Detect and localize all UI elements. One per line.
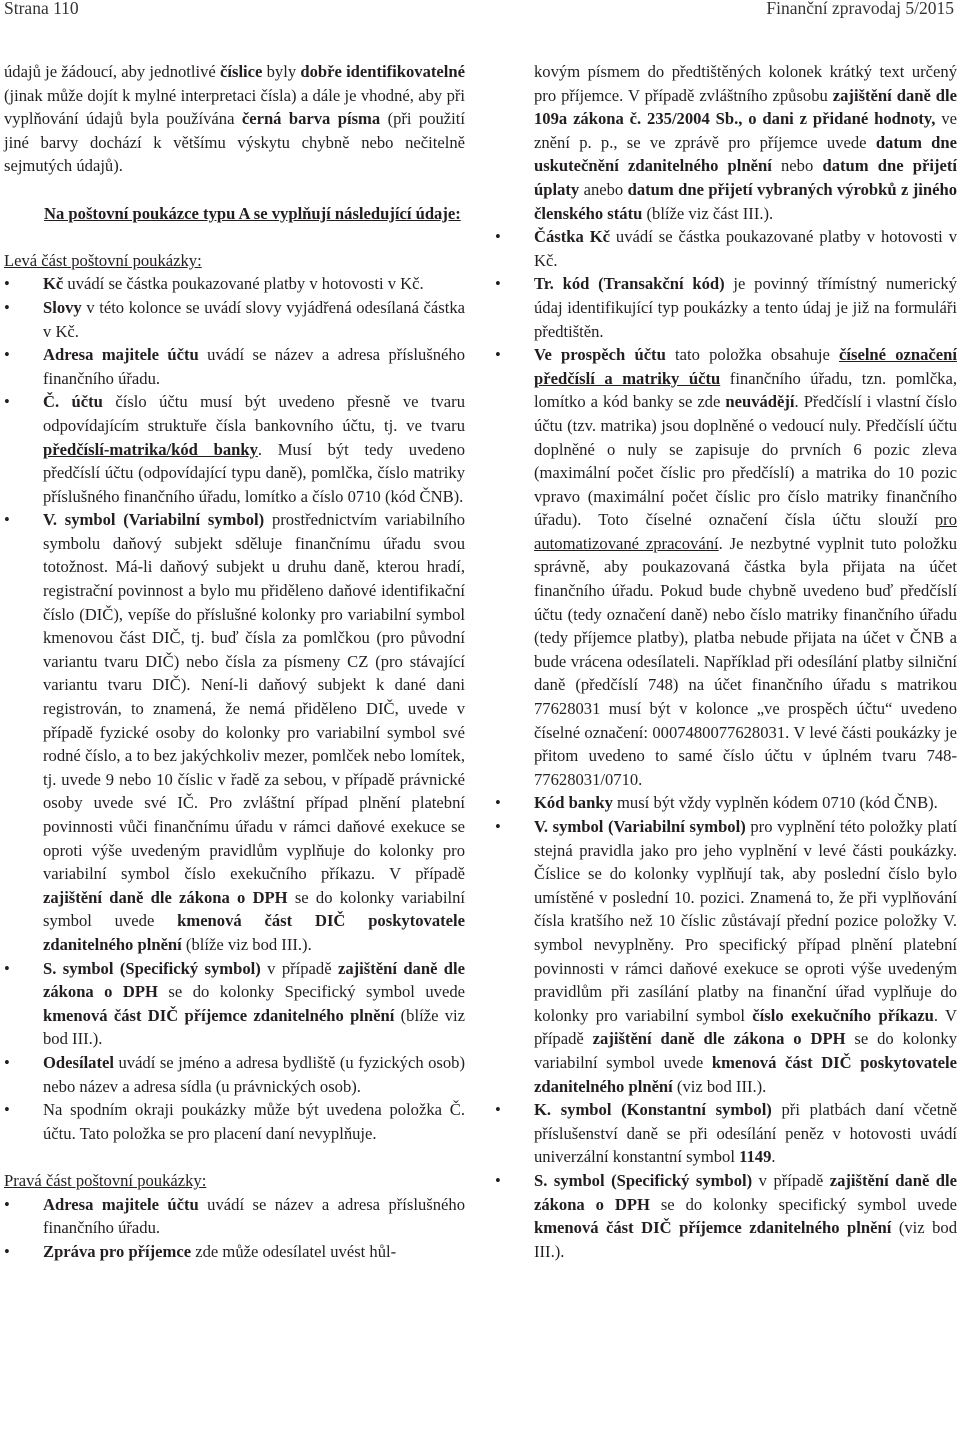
left-column — [4, 60, 465, 1263]
intro-paragraph: údajů je žádoucí, aby jednotlivé číslice byly dobře identifikovatelné (jinak může dojít k mylné interpretaci čísla) a dále je vhodné, aby při vyplňování údajů byla používána černá barva písma (při použití jiné barvy dochází k většímu výskytu chybně nebo nečitelně sejmutých údajů). — [4, 62, 465, 176]
section-heading: Na poštovní poukázce typu A se vyplňují následující údaje: — [44, 203, 461, 223]
item-adresa-majitele-2: • Adresa majitele účtu uvádí se název a adresa příslušného finančního úřadu. — [4, 1193, 465, 1240]
item-castka-kc: • Částka Kč uvádí se částka poukazované platby v hotovosti v Kč. — [495, 225, 957, 272]
item-kc: • Kč uvádí se částka poukazované platby v hotovosti v Kč. — [4, 272, 465, 296]
item-zprava-pro-prijemce: • Zpráva pro příjemce zde může odesílatel uvést hůl- — [4, 1240, 465, 1264]
right-column — [495, 60, 957, 1263]
page-header — [0, 0, 960, 30]
item-specificky-symbol: • S. symbol (Specifický symbol) v případě zajištění daně dle zákona o DPH se do kolonky Specifický symbol uvede kmenová část DIČ příjemce zdanitelného plnění (blíže viz bod III.). — [4, 957, 465, 1051]
item-variabilni-symbol: • V. symbol (Variabilní symbol) prostřednictvím variabilního symbolu daňový subjekt sděluje finančnímu úřadu svou totožnost. Má-li daňový subjekt u druhu daně, kterou hradí, registrační povinnost a bylo mu přiděleno daňové identifikační číslo (DIČ), vepíše do příslušné kolonky pro variabilní symbol kmenovou část DIČ, tj. buď čísla za pomlčkou (pro původní variantu tvaru DIČ) nebo čísla za písmeny CZ (pro stávající variantu tvaru DIČ). Není-li daňový subjekt k dané dani registrován, to znamená, že nemá přiděleno DIČ, uvede v případě fyzické osoby do kolonky pro variabilní symbol své rodné číslo, a to bez jakýchkoliv mezer, pomlček nebo lomítek, tj. uvede 9 nebo 10 číslic v řadě za sebou, v případě právnické osoby uvede své IČ. Pro zvláštní případ plnění platební povinnosti vůči finančnímu úřadu v rámci daňové exekuce se oproti výše uvedeným pravidlům vyplňuje do kolonky pro variabilní symbol číslo exekučního příkazu. V případě zajištění daně dle zákona o DPH se do kolonky variabilní symbol uvede kmenová část DIČ poskytovatele zdanitelného plnění (blíže viz bod III.). — [4, 508, 465, 956]
item-variabilni-symbol-right: • V. symbol (Variabilní symbol) pro vyplnění této položky platí stejná pravidla jako pro jeho vyplnění v levé části poukázky. Číslice se do kolonky vyplňují tak, aby poslední číslo bylo umístěné v poslední 10. pozici. Znamená to, že při vyplňování čísla kratšího než 10 číslic zůstávají přední pozice položky V. symbol nevyplněny. Pro specifický případ plnění platební povinnosti v rámci daňové exekuce se oproti výše uvedeným pravidlům při zasílání platby na finanční úřad vyplňuje do kolonky pro variabilní symbol číslo exekučního příkazu. V případě zajištění daně dle zákona o DPH se do kolonky variabilní symbol uvede kmenová část DIČ poskytovatele zdanitelného plnění (viz bod III.). — [495, 815, 957, 1098]
item-odesilatel: • Odesílatel uvádí se jméno a adresa bydliště (u fyzických osob) nebo název a adresa sídla (u právnických osob). — [4, 1051, 465, 1098]
item-konstantni-symbol: • K. symbol (Konstantní symbol) při platbách daní včetně příslušenství daně se při odesílání peněz v hotovosti uvádí univerzální konstantní symbol 1149. — [495, 1098, 957, 1169]
journal-issue: Finanční zpravodaj 5/2015 — [766, 0, 954, 18]
item-kod-banky: • Kód banky musí být vždy vyplněn kódem 0710 (kód ČNB). — [495, 791, 957, 815]
item-specificky-symbol-right: • S. symbol (Specifický symbol) v případě zajištění daně dle zákona o DPH se do kolonky specifický symbol uvede kmenová část DIČ příjemce zdanitelného plnění (viz bod III.). — [495, 1169, 957, 1263]
item-transakcni-kod: • Tr. kód (Transakční kód) je povinný třímístný numerický údaj identifikující typ poukázky a tento údaj je již na formuláři předtištěn. — [495, 272, 957, 343]
zprava-continuation: kovým písmem do předtištěných kolonek krátký text určený pro příjemce. V případě zvláštního způsobu zajištění daně dle 109a zákona č. 235/2004 Sb., o dani z přidané hodnoty, ve znění p. p., se ve zprávě pro příjemce uvede datum dne uskutečnění zdanitelného plnění nebo datum dne přijetí úplaty anebo datum dne přijetí vybraných výrobků z jiného členského státu (blíže viz část III.). — [534, 62, 958, 223]
item-cislo-uctu: • Č. účtu číslo účtu musí být uvedeno přesně ve tvaru odpovídajícím struktuře čísla bankovního účtu, tj. ve tvaru předčíslí-matrika/kód banky. Musí být tedy uvedeno předčíslí účtu (odpovídající typu daně), pomlčka, číslo matriky příslušného finančního úřadu, lomítko a číslo 0710 (kód ČNB). — [4, 390, 465, 508]
item-adresa-majitele: • Adresa majitele účtu uvádí se název a adresa příslušného finančního úřadu. — [4, 343, 465, 390]
item-ve-prospech-uctu: • Ve prospěch účtu tato položka obsahuje číselné označení předčíslí a matriky účtu finančního úřadu, tzn. pomlčka, lomítko a kód banky se zde neuvádějí. Předčíslí i vlastní číslo účtu (tzv. matrika) jsou doplněné o vedoucí nuly. Předčíslí účtu doplněné o nuly se zapisuje do prvních 6 pozic zleva (maximální počet číslic pro předčíslí) a matrika do 10 pozic vpravo (maximální počet číslic pro číslo matriky finančního úřadu). Toto číselné označení čísla účtu slouží pro automatizované zpracování. Je nezbytné vyplnit tuto položku správně, aby poukazovaná částka byla přijata na účet finančního úřadu. Pokud bude chybně uvedeno buď předčíslí účtu (tedy označení daně) nebo číslo matriky finančního úřadu (tedy příjemce platby), platba nebude přijata na účet v ČNB a bude vrácena odesílateli. Například při odesílání platby silniční daně (předčíslí 748) na účet finančního úřadu s matrikou 77628031 musí být v kolonce „ve prospěch účtu“ uvedeno číselné označení: 0007480077628031. V levé části poukázky je přitom uvedeno to samé číslo účtu v úplném tvaru 748-77628031/0710. — [495, 343, 957, 791]
right-part-title: Pravá část poštovní poukázky: — [4, 1170, 207, 1190]
item-slovy: • Slovy v této kolonce se uvádí slovy vyjádřená odesílaná částka v Kč. — [4, 296, 465, 343]
page-number: Strana 110 — [4, 0, 79, 18]
item-spodni-okraj: • Na spodním okraji poukázky může být uvedena položka Č. účtu. Tato položka se pro placení daní nevyplňuje. — [4, 1098, 465, 1145]
left-part-title: Levá část poštovní poukázky: — [4, 250, 202, 270]
